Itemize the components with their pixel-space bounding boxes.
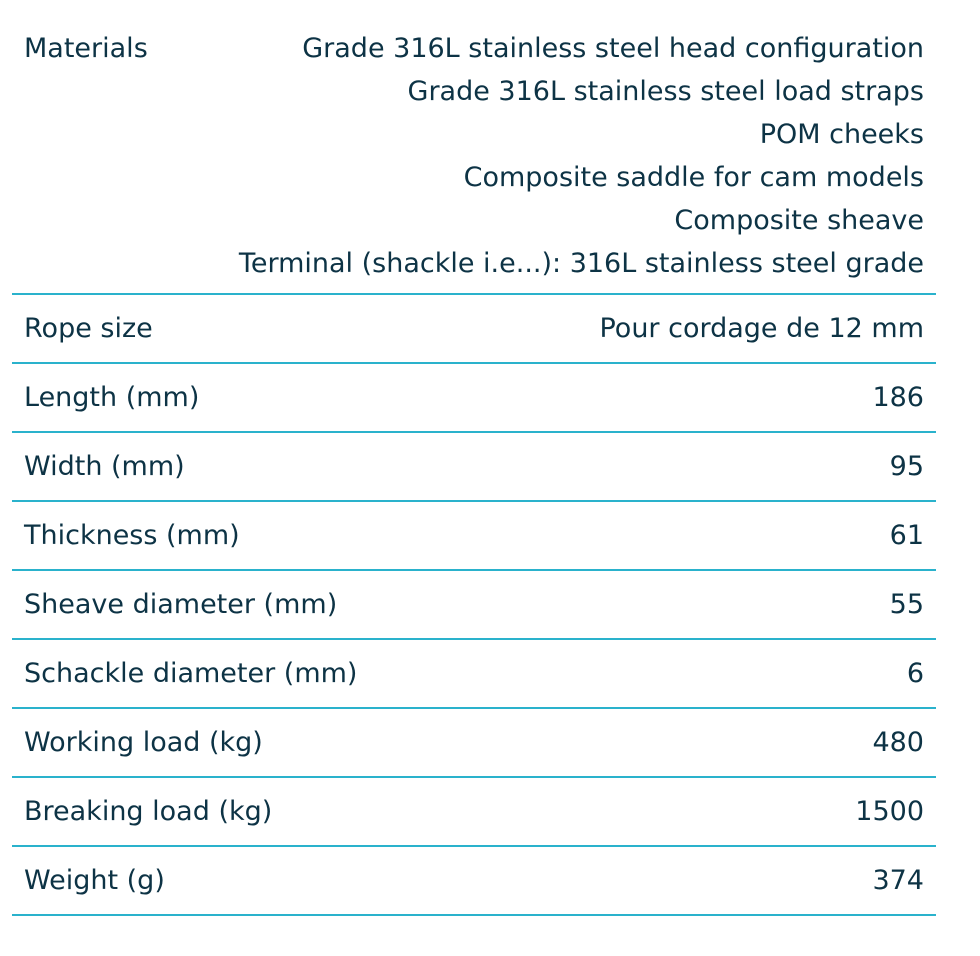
materials-value: Composite sheave [674, 205, 924, 236]
spec-row-width [12, 433, 936, 502]
spec-label: Rope size [24, 313, 153, 344]
spec-value: 55 [889, 589, 924, 620]
materials-value: Grade 316L stainless steel head configuration [302, 33, 924, 64]
spec-row-weight [12, 847, 936, 916]
spec-row-breaking-load [12, 778, 936, 847]
spec-label: Working load (kg) [24, 727, 263, 758]
spec-label: Length (mm) [24, 382, 200, 413]
spec-label: Sheave diameter (mm) [24, 589, 338, 620]
spec-row-working-load [12, 709, 936, 778]
spec-value: 95 [889, 451, 924, 482]
spec-row-length [12, 364, 936, 433]
spec-value: 61 [889, 520, 924, 551]
spec-row-materials [12, 22, 936, 295]
spec-value: 6 [906, 658, 924, 689]
spec-value: 480 [872, 727, 924, 758]
spec-row-shackle-diameter [12, 640, 936, 709]
spec-row-thickness [12, 502, 936, 571]
spec-row-sheave-diameter [12, 571, 936, 640]
spec-row-rope-size [12, 295, 936, 364]
spec-label: Thickness (mm) [24, 520, 240, 551]
spec-label: Schackle diameter (mm) [24, 658, 358, 689]
materials-value: Composite saddle for cam models [463, 162, 924, 193]
spec-value: 374 [872, 865, 924, 896]
spec-label: Breaking load (kg) [24, 796, 273, 827]
spec-value: 186 [872, 382, 924, 413]
spec-value: Pour cordage de 12 mm [599, 313, 924, 344]
spec-label: Materials [24, 33, 148, 64]
materials-value: Terminal (shackle i.e...): 316L stainless steel grade [238, 248, 924, 279]
materials-value: Grade 316L stainless steel load straps [407, 76, 924, 107]
spec-label: Weight (g) [24, 865, 165, 896]
spec-label: Width (mm) [24, 451, 185, 482]
spec-table [12, 22, 936, 916]
materials-values [239, 27, 924, 285]
materials-value: POM cheeks [759, 119, 924, 150]
spec-value: 1500 [855, 796, 924, 827]
